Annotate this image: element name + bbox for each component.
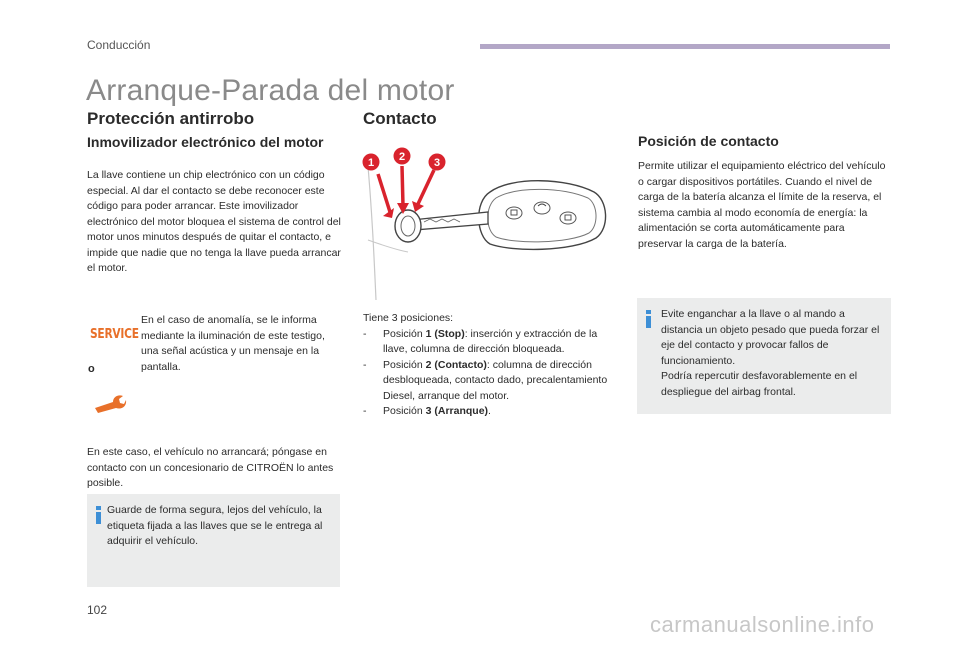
key-ignition-illustration [362, 140, 622, 310]
page-title: Arranque-Parada del motor [86, 74, 455, 107]
wrench-icon [93, 393, 127, 418]
callout-1: 1 [367, 157, 375, 169]
info-icon [95, 506, 103, 529]
note-llave-text: Evite enganchar a la llave o al mando a distancia un objeto pesado que pueda forzar el eje del contacto y provocar fallos de funcionamiento. Podría repercutir desfavorablemente en el despliegue del airbag frontal. [661, 308, 880, 398]
positions-list [363, 327, 613, 420]
list-item: - Posición 2 (Contacto): columna de dirección desbloqueada, contacto dado, precalentamiento Diesel, arranque del motor. [363, 358, 608, 402]
section-label: Conducción [87, 38, 151, 52]
heading-antirrobo: Protección antirrobo [87, 109, 255, 128]
heading-contacto: Contacto [363, 109, 437, 128]
note-box-etiqueta [87, 494, 340, 587]
header-bar [480, 44, 890, 49]
service-warning-icon: SERVICE [90, 327, 139, 342]
list-item: - Posición 1 (Stop): inserción y extracción de la llave, columna de dirección bloqueada. [363, 327, 598, 355]
positions-block [363, 311, 613, 420]
info-icon [645, 310, 653, 333]
heading-posicion-contacto: Posición de contacto [638, 133, 779, 149]
callout-2: 2 [398, 151, 406, 163]
watermark: carmanualsonline.info [650, 612, 875, 637]
callout-3: 3 [433, 157, 441, 169]
note-box-llave [637, 298, 891, 414]
paragraph-inmovilizador: La llave contiene un chip electrónico con un código especial. Al dar el contacto se debe reconocer este código para poder arrancar. Este imovilizador electrónico del motor bloquea el sistema de control del motor unos minutos después de quitar el contacto, e impide que nadie que no tenga la llave pueda arrancar el motor. [87, 169, 341, 274]
paragraph-concesionario: En este caso, el vehículo no arrancará; póngase en contacto con un concesionario de CITROËN lo antes posible. [87, 446, 334, 489]
page-number: 102 [87, 603, 108, 617]
paragraph-anomalia: En el caso de anomalía, se le informa mediante la iluminación de este testigo, una señal acústica y un mensaje en la pantalla. [141, 314, 325, 373]
heading-inmovilizador: Inmovilizador electrónico del motor [87, 134, 324, 150]
or-label: o [88, 363, 95, 375]
list-item: - Posición 3 (Arranque). [363, 405, 491, 417]
positions-intro: Tiene 3 posiciones: [363, 312, 454, 324]
note-etiqueta-text: Guarde de forma segura, lejos del vehículo, la etiqueta fijada a las llaves que se le entrega al adquirir el vehículo. [107, 504, 323, 547]
paragraph-posicion-contacto: Permite utilizar el equipamiento eléctrico del vehículo o cargar dispositivos portátiles. Cuando el nivel de carga de la batería alcanza el límite de la reserva, el sistema cambia al modo economía de energía: la alimentación se corta automáticamente para preservar la carga de la batería. [638, 160, 886, 250]
